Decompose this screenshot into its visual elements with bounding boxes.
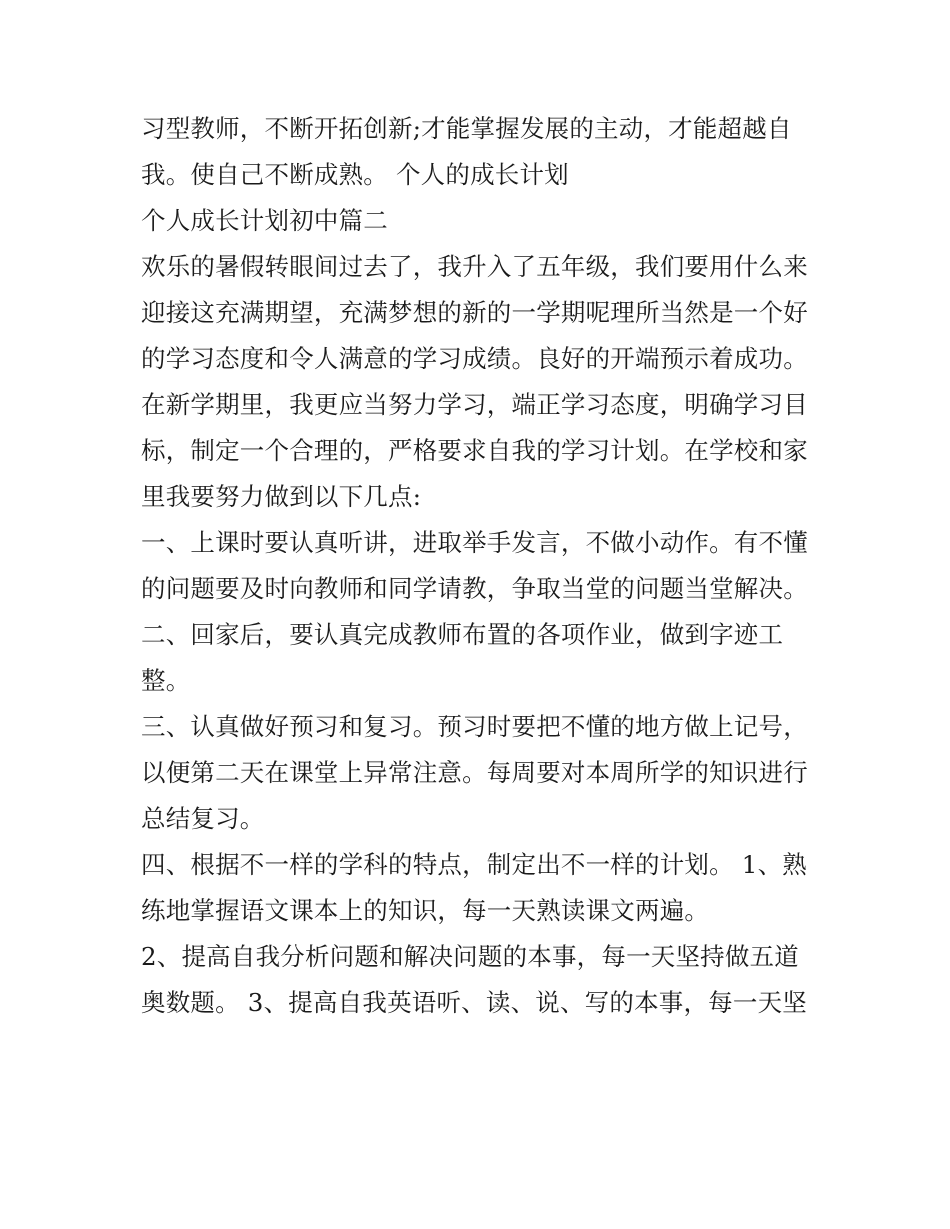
text-line: 的问题要及时向教师和同学请教，争取当堂的问题当堂解决。	[141, 574, 808, 603]
text-line: 习型教师，不断开拓创新;才能掌握发展的主动，才能超越自	[141, 114, 792, 143]
text-line: 总结复习。	[141, 804, 265, 833]
text-line: 在新学期里，我更应当努力学习，端正学习态度，明确学习目	[141, 390, 808, 419]
text-line: 以便第二天在课堂上异常注意。每周要对本周所学的知识进行	[141, 758, 808, 787]
text-line: 的学习态度和令人满意的学习成绩。良好的开端预示着成功。	[141, 344, 808, 373]
text-line: 三、认真做好预习和复习。预习时要把不懂的地方做上记号，	[141, 712, 808, 741]
text-line: 2、提高自我分析问题和解决问题的本事，每一天坚持做五道	[141, 942, 799, 971]
text-line: 一、上课时要认真听讲，进取举手发言，不做小动作。有不懂	[141, 528, 808, 557]
text-line: 迎接这充满期望，充满梦想的新的一学期呢理所当然是一个好	[141, 298, 808, 327]
text-line: 我。使自己不断成熟。 个人的成长计划	[141, 160, 569, 189]
text-line: 标，制定一个合理的，严格要求自我的学习计划。在学校和家	[141, 436, 808, 465]
text-line: 奥数题。 3、提高自我英语听、读、说、写的本事，每一天坚	[141, 988, 807, 1017]
text-line: 二、回家后，要认真完成教师布置的各项作业，做到字迹工	[141, 620, 784, 649]
body-text	[141, 106, 821, 1026]
text-line: 里我要努力做到以下几点:	[141, 482, 422, 511]
text-line: 欢乐的暑假转眼间过去了，我升入了五年级，我们要用什么来	[141, 252, 808, 281]
text-line: 四、根据不一样的学科的特点，制定出不一样的计划。 1、熟	[141, 850, 807, 879]
text-line: 整。	[141, 666, 191, 695]
section-heading: 个人成长计划初中篇二	[141, 206, 388, 235]
text-line: 练地掌握语文课本上的知识，每一天熟读课文两遍。	[141, 896, 710, 925]
